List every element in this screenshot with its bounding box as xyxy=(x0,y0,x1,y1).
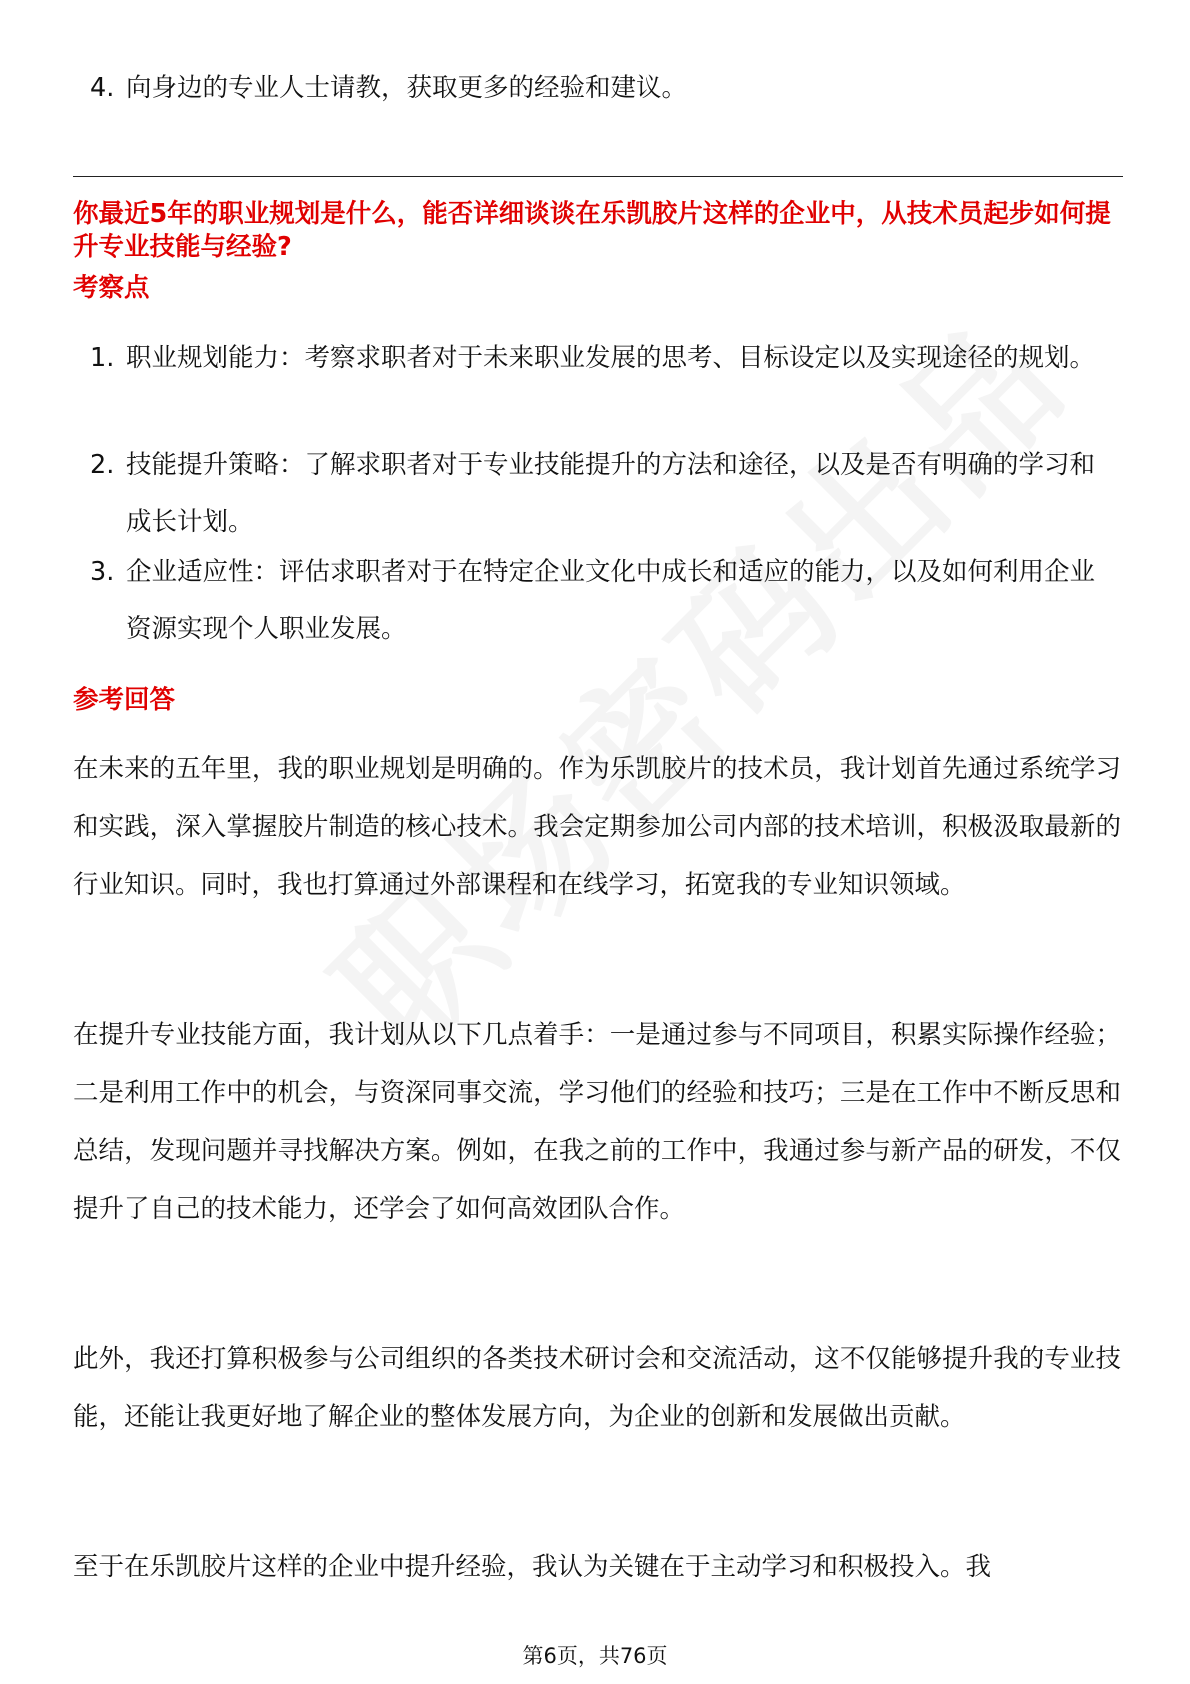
page-footer: 第6页，共76页 xyxy=(522,1644,668,1668)
answer-paragraph: 在未来的五年里，我的职业规划是明确的。作为乐凯胶片的技术员，我计划首先通过系统学习和实践，深入掌握胶片制造的核心技术。我会定期参加公司内部的技术培训，积极汲取最新的行业知识。同时，我也打算通过外部课程和在线学习，拓宽我的专业知识领域。 xyxy=(73,754,1121,900)
list-item-text: 职业规划能力：考察求职者对于未来职业发展的思考、目标设定以及实现途径的规划。 xyxy=(126,343,1096,373)
list-item-number: 1. xyxy=(90,343,115,373)
divider xyxy=(73,176,1123,177)
list-item-text: 技能提升策略：了解求职者对于专业技能提升的方法和途径，以及是否有明确的学习和成长计划。 xyxy=(126,450,1096,537)
answer-paragraph: 至于在乐凯胶片这样的企业中提升经验，我认为关键在于主动学习和积极投入。我 xyxy=(73,1552,992,1582)
section-title-answer: 参考回答 xyxy=(73,685,176,715)
answer-paragraph: 此外，我还打算积极参与公司组织的各类技术研讨会和交流活动，这不仅能够提升我的专业技能，还能让我更好地了解企业的整体发展方向，为企业的创新和发展做出贡献。 xyxy=(73,1344,1121,1432)
list-item-text: 企业适应性：评估求职者对于在特定企业文化中成长和适应的能力，以及如何利用企业资源实现个人职业发展。 xyxy=(126,557,1096,644)
section-title-assessment: 考察点 xyxy=(73,273,150,303)
list-item-text: 向身边的专业人士请教，获取更多的经验和建议。 xyxy=(126,73,688,103)
list-item xyxy=(90,437,1120,551)
question-heading: 你最近5年的职业规划是什么，能否详细谈谈在乐凯胶片这样的企业中，从技术员起步如何提升专业技能与经验? xyxy=(73,199,1111,262)
list-item xyxy=(90,60,1120,117)
list-item-number: 2. xyxy=(90,450,115,480)
answer-paragraph: 在提升专业技能方面，我计划从以下几点着手：一是通过参与不同项目，积累实际操作经验；二是利用工作中的机会，与资深同事交流，学习他们的经验和技巧；三是在工作中不断反思和总结，发现问题并寻找解决方案。例如，在我之前的工作中，我通过参与新产品的研发，不仅提升了自己的技术能力，还学会了如何高效团队合作。 xyxy=(73,1020,1121,1224)
list-item-number: 4. xyxy=(90,73,115,103)
list-item xyxy=(90,544,1120,658)
list-item-number: 3. xyxy=(90,557,115,587)
list-item xyxy=(90,330,1120,387)
